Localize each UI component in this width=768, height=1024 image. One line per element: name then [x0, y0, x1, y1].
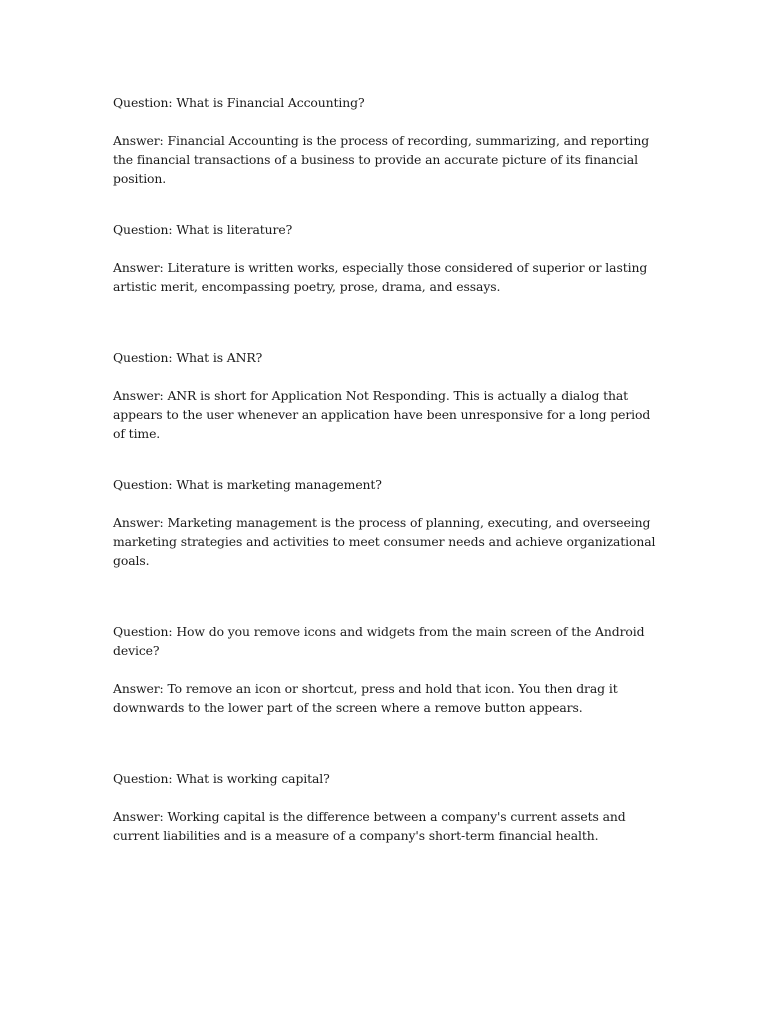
qa-block-marketing-management	[113, 475, 658, 570]
question-text: Question: What is literature?	[113, 222, 293, 237]
qa-block-anr	[113, 348, 658, 443]
question-text: Question: What is working capital?	[113, 771, 330, 786]
question-text: Question: What is marketing management?	[113, 477, 382, 492]
answer-text: Answer: ANR is short for Application Not Responding. This is actually a dialog that appears to the user whenever an application have been unresponsive for a long period of time.	[113, 388, 651, 441]
answer-text: Answer: Literature is written works, especially those considered of superior or lasting artistic merit, encompassing poetry, prose, drama, and essays.	[113, 260, 648, 294]
answer-text: Answer: To remove an icon or shortcut, press and hold that icon. You then drag it downwards to the lower part of the screen where a remove button appears.	[113, 681, 618, 715]
question-text: Question: What is ANR?	[113, 350, 263, 365]
question-text: Question: How do you remove icons and widgets from the main screen of the Android device?	[113, 624, 645, 658]
qa-block-financial-accounting	[113, 93, 658, 188]
answer-text: Answer: Financial Accounting is the process of recording, summarizing, and reporting the financial transactions of a business to provide an accurate picture of its financial position.	[113, 133, 650, 186]
answer-text: Answer: Working capital is the difference between a company's current assets and current liabilities and is a measure of a company's short-term financial health.	[113, 809, 626, 843]
qa-block-working-capital	[113, 769, 658, 845]
question-text: Question: What is Financial Accounting?	[113, 95, 365, 110]
qa-block-literature	[113, 220, 658, 296]
answer-text: Answer: Marketing management is the process of planning, executing, and overseeing marketing strategies and activities to meet consumer needs and achieve organizational goals.	[113, 515, 656, 568]
qa-block-android-icons	[113, 622, 658, 717]
